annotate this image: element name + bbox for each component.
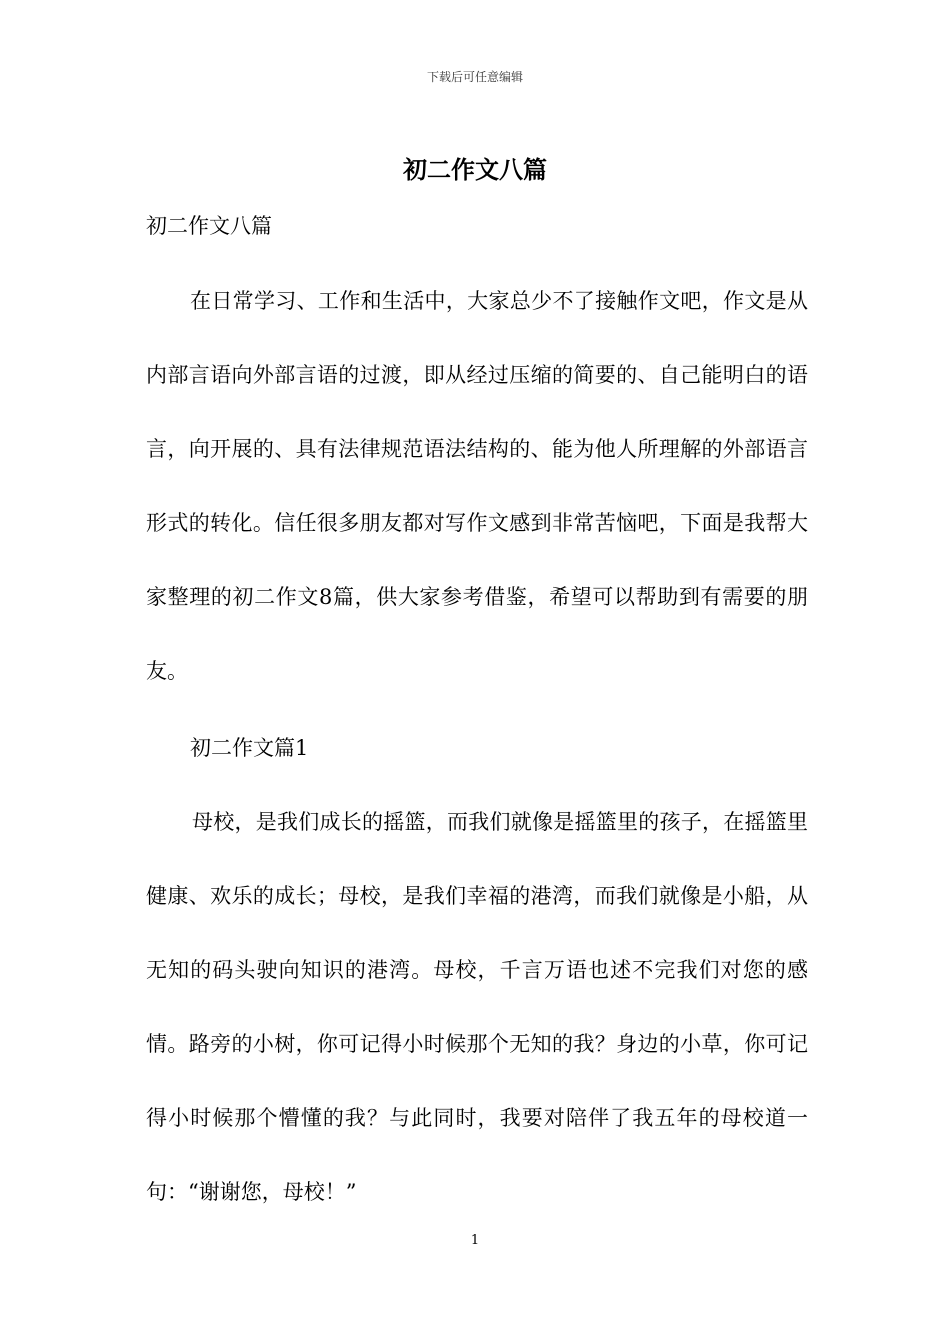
document-title: 初二作文八篇: [403, 155, 547, 184]
page-number: 1: [470, 1233, 480, 1248]
essay-paragraph: 母校，是我们成长的摇篮，而我们就像是摇篮里的孩子，在摇篮里健康、欢乐的成长；母校，是我们幸福的港湾，而我们就像是小船，从无知的码头驶向知识的港湾。母校，千言万语也述不完我们对您的感情。路旁的小树，你可记得小时候那个无知的我？身边的小草，你可记得小时候那个懵懂的我？与此同时，我要对陪伴了我五年的母校道一句：“谢谢您，母校！”: [146, 810, 808, 1204]
document-subtitle: 初二作文八篇: [146, 214, 272, 238]
header-note: 下载后可任意编辑: [426, 70, 523, 84]
section-heading: 初二作文篇1: [190, 736, 309, 760]
intro-paragraph: 在日常学习、工作和生活中，大家总少不了接触作文吧，作文是从内部言语向外部言语的过渡，即从经过压缩的简要的、自己能明白的语言，向开展的、具有法律规范语法结构的、能为他人所理解的外部语言形式的转化。信任很多朋友都对写作文感到非常苦恼吧，下面是我帮大家整理的初二作文8篇，供大家参考借鉴，希望可以帮助到有需要的朋友。: [146, 289, 808, 683]
